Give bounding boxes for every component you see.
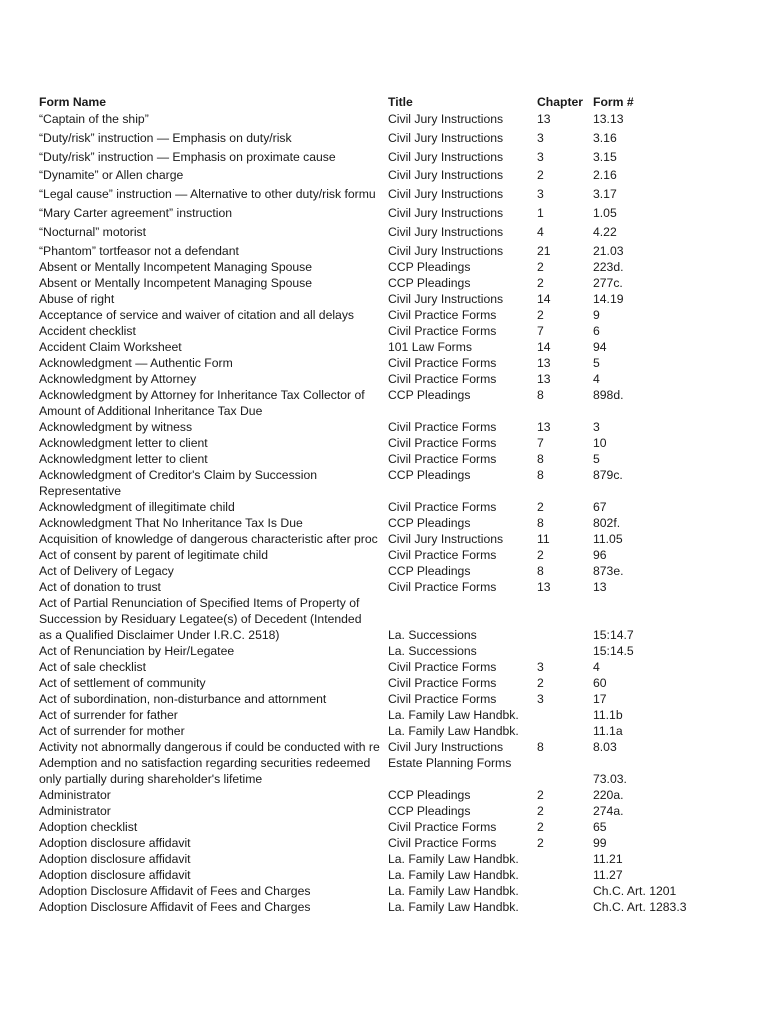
cell-form-number: 21.03 [593,243,624,258]
cell-form-number: 73.03. [593,771,627,786]
cell-form-name: Ademption and no satisfaction regarding securities redeemed [39,755,371,770]
cell-form-number: 14.19 [593,291,624,306]
cell-title: Civil Practice Forms [388,371,497,386]
cell-title: Civil Jury Instructions [388,206,504,220]
cell-title: Civil Practice Forms [388,659,497,674]
cell-chapter: 2 [537,819,544,834]
cell-title: Civil Practice Forms [388,451,497,466]
header-chapter: Chapter [537,95,584,109]
cell-chapter: 14 [537,291,551,306]
cell-title: CCP Pleadings [388,259,471,274]
cell-title: Civil Jury Instructions [388,130,504,145]
cell-form-number: Ch.C. Art. 1201 [593,883,677,898]
cell-title: Civil Practice Forms [388,499,497,514]
cell-title: CCP Pleadings [388,787,471,802]
cell-form-number: 2.16 [593,168,617,183]
cell-title: Civil Jury Instructions [388,531,504,546]
cell-form-number: 873e. [593,563,624,578]
cell-form-number: 65 [593,819,607,834]
cell-form-number: 220a. [593,787,624,802]
header-form-number: Form # [593,95,634,109]
cell-form-name: Acknowledgment That No Inheritance Tax Is Due [39,515,303,530]
cell-chapter: 13 [537,355,551,370]
cell-form-name: Succession by Residuary Legatee(s) of Decedent (Intended [39,611,362,626]
cell-chapter: 8 [537,451,544,466]
cell-title: La. Successions [388,643,477,658]
cell-form-number: 6 [593,323,600,338]
cell-form-number: 94 [593,339,607,354]
cell-form-name: Adoption Disclosure Affidavit of Fees and Charges [39,899,311,914]
cell-chapter: 14 [537,339,551,354]
cell-title: Civil Practice Forms [388,435,497,450]
cell-form-name: “Duty/risk” instruction — Emphasis on proximate cause [39,149,336,164]
cell-title: Civil Practice Forms [388,307,497,322]
cell-form-number: 274a. [593,803,624,818]
cell-form-name: “Mary Carter agreement” instruction [39,206,233,220]
cell-form-number: 3.15 [593,149,617,164]
cell-chapter: 8 [537,467,544,482]
cell-title: Civil Jury Instructions [388,291,504,306]
cell-form-number: 15:14.5 [593,643,634,658]
cell-form-name: Act of surrender for father [39,707,178,722]
cell-chapter: 3 [537,187,544,202]
cell-title: Estate Planning Forms [388,755,512,770]
cell-title: 101 Law Forms [388,339,472,354]
cell-chapter: 3 [537,659,544,674]
cell-form-name: Acknowledgment letter to client [39,451,208,466]
cell-title: Civil Practice Forms [388,835,497,850]
cell-form-name: as a Qualified Disclaimer Under I.R.C. 2518) [39,627,280,642]
cell-form-name: “Duty/risk” instruction — Emphasis on duty/risk [39,130,292,145]
cell-form-number: 15:14.7 [593,627,634,642]
cell-chapter: 13 [537,579,551,594]
cell-title: Civil Practice Forms [388,323,497,338]
cell-form-number: 223d. [593,259,624,274]
cell-form-number: 3.17 [593,187,617,202]
cell-form-number: 11.21 [593,851,623,866]
cell-title: Civil Jury Instructions [388,149,504,164]
cell-form-name: Adoption Disclosure Affidavit of Fees and Charges [39,883,311,898]
cell-form-number: 1.05 [593,206,617,220]
cell-form-name: Act of sale checklist [39,659,147,674]
cell-title: Civil Practice Forms [388,819,497,834]
cell-form-name: Adoption disclosure affidavit [39,867,191,882]
cell-form-number: 11.05 [593,531,623,546]
cell-chapter: 2 [537,168,544,183]
cell-form-number: 4.22 [593,224,617,239]
cell-chapter: 2 [537,835,544,850]
cell-form-name: Acknowledgment of Creditor's Claim by Succession [39,467,318,482]
cell-form-number: 8.03 [593,739,617,754]
cell-title: CCP Pleadings [388,563,471,578]
cell-form-number: 4 [593,659,600,674]
cell-form-name: Absent or Mentally Incompetent Managing Spouse [39,275,313,290]
cell-chapter: 21 [537,243,551,258]
cell-form-number: 67 [593,499,607,514]
cell-form-name: Representative [39,483,121,498]
cell-form-number: 3 [593,419,600,434]
cell-form-number: 60 [593,675,607,690]
cell-title: Civil Practice Forms [388,355,497,370]
cell-form-number: 11.1a [593,723,623,738]
cell-form-number: 10 [593,435,607,450]
cell-title: Civil Jury Instructions [388,168,504,183]
cell-form-number: 96 [593,547,607,562]
cell-chapter: 3 [537,149,544,164]
cell-form-name: Abuse of right [39,291,115,306]
cell-form-number: 802f. [593,515,621,530]
cell-form-number: 17 [593,691,607,706]
cell-chapter: 8 [537,515,544,530]
cell-title: CCP Pleadings [388,387,471,402]
cell-title: Civil Jury Instructions [388,112,504,126]
cell-chapter: 2 [537,547,544,562]
cell-form-name: “Dynamite” or Allen charge [39,168,184,183]
cell-title: La. Family Law Handbk. [388,883,519,898]
cell-title: CCP Pleadings [388,803,471,818]
cell-title: Civil Jury Instructions [388,224,504,239]
cell-chapter: 2 [537,307,544,322]
cell-form-name: Act of settlement of community [39,675,206,690]
cell-chapter: 13 [537,112,551,126]
cell-form-number: 3.16 [593,130,617,145]
cell-title: Civil Practice Forms [388,691,497,706]
cell-chapter: 11 [537,531,550,546]
cell-form-name: Adoption checklist [39,819,138,834]
cell-form-name: Amount of Additional Inheritance Tax Due [39,403,263,418]
cell-form-name: Acknowledgment by Attorney for Inheritance Tax Collector of [39,387,365,402]
cell-form-name: Act of donation to trust [39,579,161,594]
cell-chapter: 2 [537,275,544,290]
cell-title: La. Family Law Handbk. [388,723,519,738]
cell-form-number: 11.1b [593,707,623,722]
cell-form-name: “Nocturnal” motorist [39,224,147,239]
cell-form-number: 898d. [593,387,624,402]
cell-chapter: 8 [537,739,544,754]
cell-form-name: Administrator [39,787,111,802]
cell-form-name: Act of Delivery of Legacy [39,563,174,578]
cell-form-number: 11.27 [593,867,623,882]
cell-form-name: Acknowledgment of illegitimate child [39,499,235,514]
cell-chapter: 2 [537,259,544,274]
cell-form-name: Acquisition of knowledge of dangerous characteristic after proc [39,531,378,546]
cell-title: Civil Practice Forms [388,579,497,594]
cell-chapter: 2 [537,787,544,802]
cell-chapter: 2 [537,675,544,690]
cell-title: Civil Jury Instructions [388,187,504,202]
header-form-name: Form Name [39,95,107,109]
cell-form-name: Activity not abnormally dangerous if could be conducted with re [39,739,380,754]
cell-chapter: 4 [537,224,544,239]
cell-form-number: 13.13 [593,112,624,126]
cell-form-name: only partially during shareholder's lifetime [39,771,263,786]
cell-title: Civil Jury Instructions [388,243,504,258]
cell-chapter: 3 [537,691,544,706]
cell-form-name: Act of Partial Renunciation of Specified Items of Property of [39,595,360,610]
cell-chapter: 2 [537,499,544,514]
cell-form-name: Accident Claim Worksheet [39,339,182,354]
cell-chapter: 8 [537,387,544,402]
header-title: Title [388,95,413,109]
cell-title: La. Family Law Handbk. [388,707,519,722]
cell-form-name: Adoption disclosure affidavit [39,851,191,866]
cell-chapter: 7 [537,323,544,338]
cell-form-name: “Legal cause” instruction — Alternative to other duty/risk formu [39,187,376,202]
cell-title: La. Family Law Handbk. [388,851,519,866]
cell-form-number: 99 [593,835,607,850]
cell-form-name: Acknowledgment — Authentic Form [39,355,233,370]
cell-title: La. Family Law Handbk. [388,899,519,914]
cell-form-number: Ch.C. Art. 1283.3 [593,899,687,914]
cell-form-name: Act of Renunciation by Heir/Legatee [39,643,235,658]
cell-chapter: 13 [537,419,551,434]
cell-form-number: 879c. [593,467,623,482]
cell-form-name: Absent or Mentally Incompetent Managing Spouse [39,259,313,274]
cell-chapter: 1 [537,206,544,220]
cell-form-number: 4 [593,371,600,386]
cell-title: CCP Pleadings [388,275,471,290]
cell-title: CCP Pleadings [388,467,471,482]
cell-form-name: Act of surrender for mother [39,723,185,738]
cell-chapter: 2 [537,803,544,818]
cell-chapter: 8 [537,563,544,578]
cell-form-name: Acceptance of service and waiver of citation and all delays [39,307,355,322]
cell-form-number: 5 [593,355,600,370]
cell-form-number: 9 [593,307,600,322]
cell-form-number: 13 [593,579,607,594]
cell-form-name: Adoption disclosure affidavit [39,835,191,850]
cell-form-name: Act of subordination, non-disturbance and attornment [39,691,327,706]
cell-chapter: 13 [537,371,551,386]
cell-title: La. Successions [388,627,477,642]
cell-form-name: Accident checklist [39,323,136,338]
cell-form-name: Acknowledgment by witness [39,419,193,434]
cell-form-name: Administrator [39,803,111,818]
cell-form-name: Act of consent by parent of legitimate child [39,547,268,562]
cell-form-name: “Captain of the ship” [39,112,149,126]
cell-form-name: Acknowledgment letter to client [39,435,208,450]
cell-form-number: 277c. [593,275,623,290]
cell-title: Civil Practice Forms [388,547,497,562]
cell-title: Civil Jury Instructions [388,739,504,754]
cell-chapter: 3 [537,130,544,145]
cell-title: La. Family Law Handbk. [388,867,519,882]
cell-title: Civil Practice Forms [388,675,497,690]
cell-form-name: Acknowledgment by Attorney [39,371,197,386]
cell-chapter: 7 [537,435,544,450]
cell-form-name: “Phantom” tortfeasor not a defendant [39,243,239,258]
cell-title: Civil Practice Forms [388,419,497,434]
cell-title: CCP Pleadings [388,515,471,530]
cell-form-number: 5 [593,451,600,466]
